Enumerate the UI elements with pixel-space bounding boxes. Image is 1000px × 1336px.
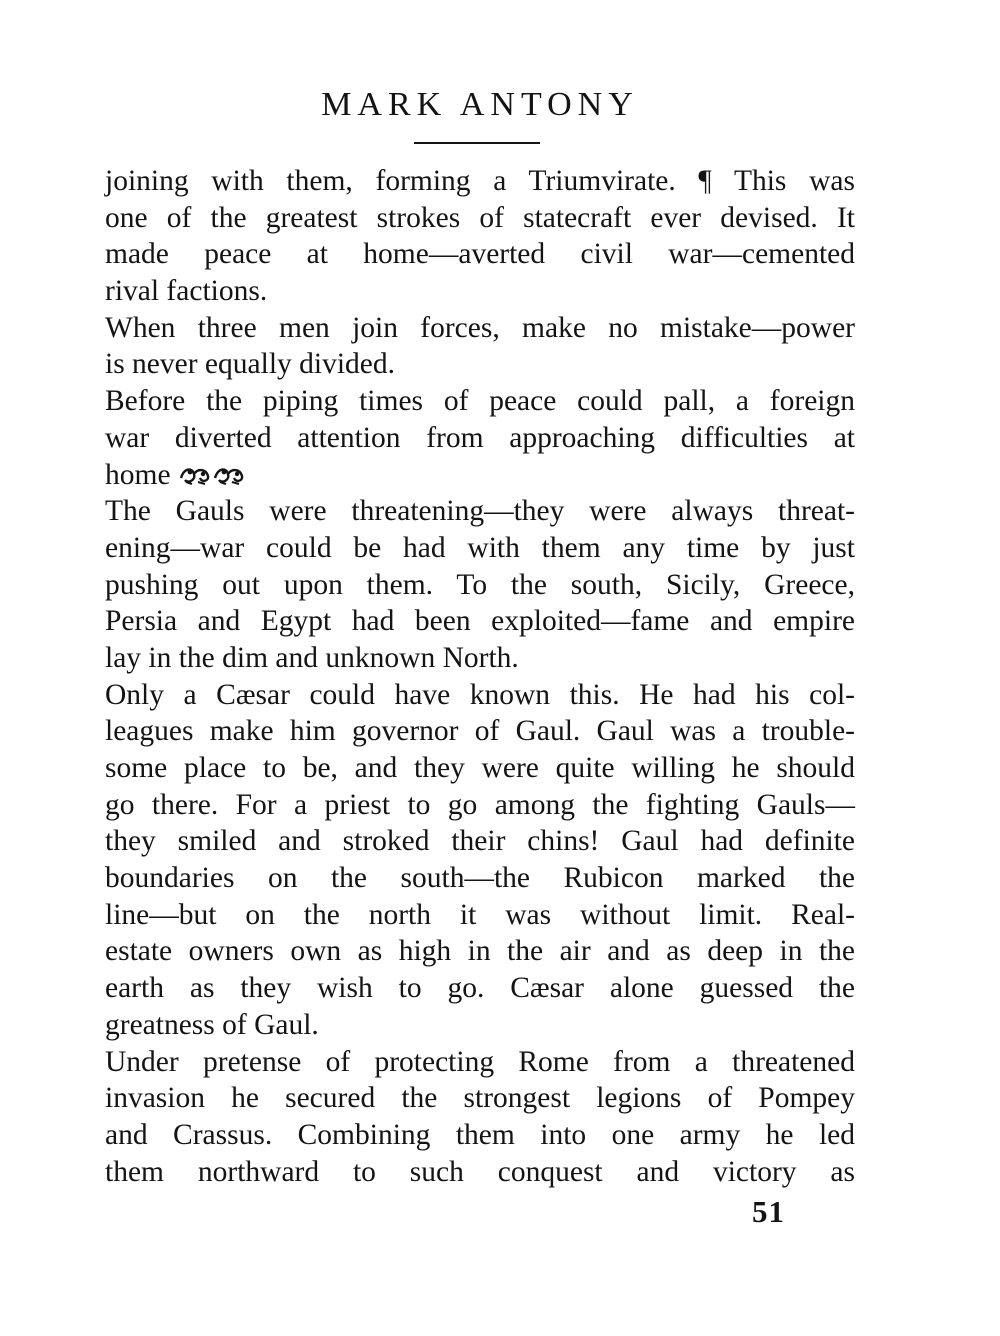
text-line: leagues make him governor of Gaul. Gaul was a trouble- [105, 715, 855, 748]
text-line: Persia and Egypt had been exploited—fame and empire [105, 605, 855, 638]
text-line: and Crassus. Combining them into one army he led [105, 1118, 855, 1151]
text-line: Before the piping times of peace could pall, a foreign [105, 385, 855, 418]
text-line: rival factions. [105, 275, 268, 308]
text-line: line—but on the north it was without limit. Real- [105, 898, 855, 931]
text-line: pushing out upon them. To the south, Sicily, Greece, [105, 568, 855, 601]
header-rule [414, 142, 540, 144]
text-line: estate owners own as high in the air and as deep in the [105, 935, 855, 968]
fleuron-icon [178, 464, 212, 486]
text-line: one of the greatest strokes of statecraft ever devised. It [105, 201, 855, 234]
text-line: ening—war could be had with them any time by just [105, 531, 855, 564]
text-line: lay in the dim and unknown North. [105, 641, 519, 674]
text-line: Under pretense of protecting Rome from a threatened [105, 1045, 855, 1078]
text-line: they smiled and stroked their chins! Gaul had definite [105, 825, 855, 858]
text-line: some place to be, and they were quite willing he should [105, 752, 855, 784]
text-line: is never equally divided. [105, 348, 396, 381]
text-line: earth as they wish to go. Cæsar alone guessed the [105, 972, 855, 1005]
text-line: home [105, 458, 171, 491]
text-line: made peace at home—averted civil war—cemented [105, 238, 855, 271]
text-line-with-ornaments [105, 457, 855, 494]
text-line: Only a Cæsar could have known this. He had his col- [105, 678, 855, 711]
text-line: boundaries on the south—the Rubicon marked the [105, 862, 855, 895]
running-head-title: MARK ANTONY [321, 86, 639, 123]
text-line: greatness of Gaul. [105, 1008, 319, 1041]
text-line: The Gauls were threatening—they were always threat- [105, 495, 855, 528]
fleuron-icon [212, 464, 246, 486]
text-line: them northward to such conquest and victory as [105, 1155, 855, 1188]
text-line: war diverted attention from approaching difficulties at [105, 421, 855, 454]
page-number: 51 [752, 1194, 785, 1229]
text-line: go there. For a priest to go among the fighting Gauls— [105, 788, 855, 821]
text-line: invasion he secured the strongest legions of Pompey [105, 1082, 855, 1115]
text-line: joining with them, forming a Triumvirate. ¶ This was [105, 165, 855, 197]
body-text [105, 163, 855, 1190]
text-line: When three men join forces, make no mistake—power [105, 311, 855, 344]
